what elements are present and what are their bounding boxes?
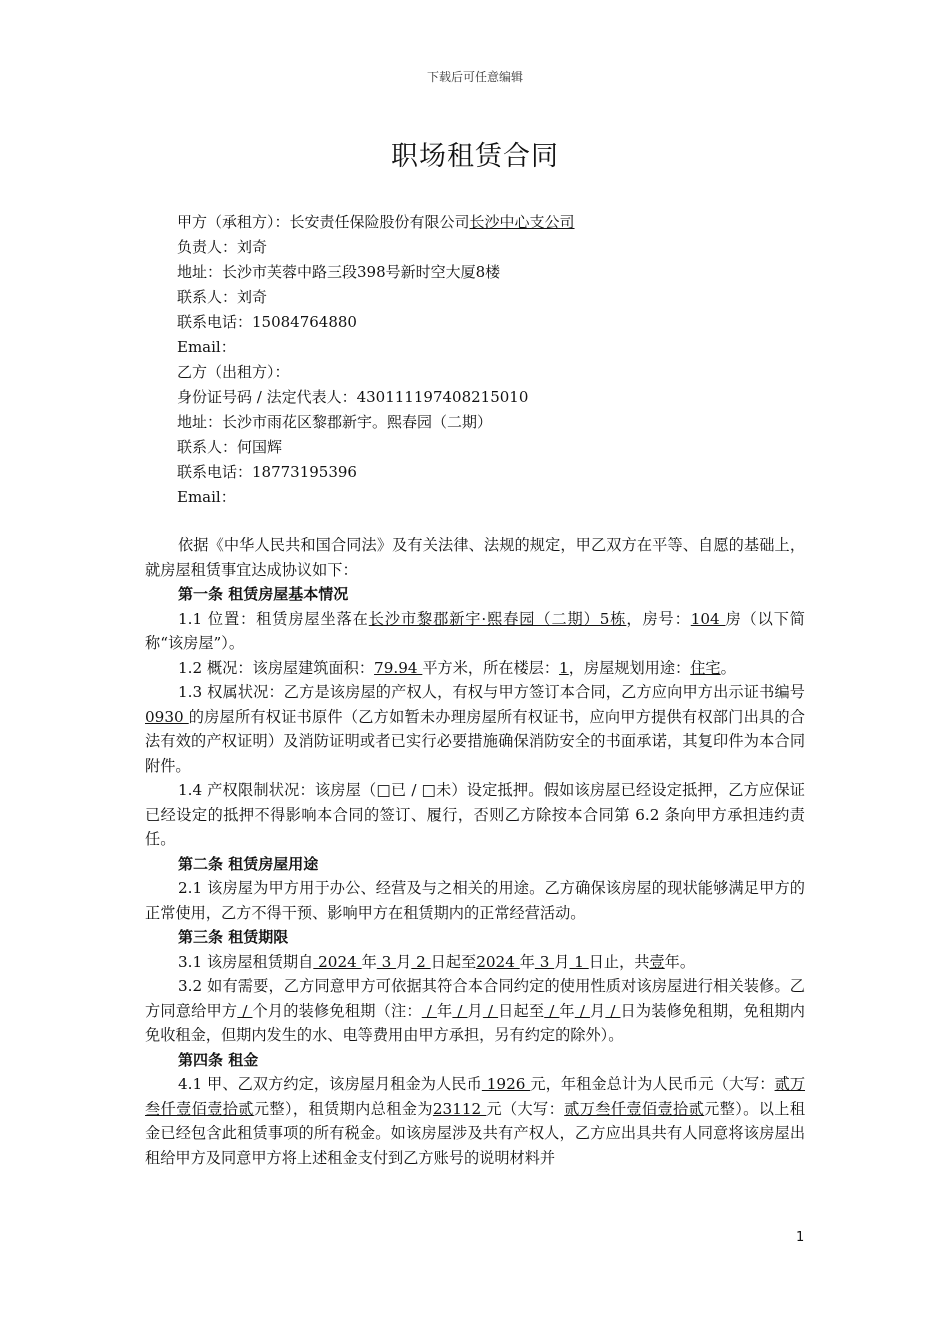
blank-field: / <box>544 1001 560 1020</box>
clause-text: 月 <box>589 1001 606 1020</box>
party-a-address: 地址：长沙市芙蓉中路三段398号新时空大厦8楼 <box>177 263 501 281</box>
party-b-id: 身份证号码 / 法定代表人：430111197408215010 <box>177 388 529 406</box>
clause-text: 平方米，所在楼层： <box>422 658 560 677</box>
clause-text: 元，年租金总计为人民币元（大写： <box>530 1075 775 1093</box>
clause-text: 。 <box>720 658 736 677</box>
party-a-email: Email： <box>177 338 236 356</box>
party-b-address: 地址：长沙市雨花区黎郡新宇。熙春园（二期） <box>177 413 493 431</box>
clause-text: ，房号： <box>626 609 691 628</box>
floor-level: 1 <box>559 658 569 677</box>
clause-text: 3.1 该房屋租赁期自 <box>178 952 314 971</box>
start-year: 2024 <box>313 952 362 971</box>
party-a-phone: 联系电话：15084764880 <box>177 313 357 331</box>
clause-text: 年 <box>436 1001 453 1020</box>
clause-4-1 <box>145 1072 805 1170</box>
lease-term: 壹 <box>649 952 665 971</box>
party-b-phone: 联系电话：18773195396 <box>177 463 357 481</box>
clause-text: 个月的装修免租期（注： <box>252 1001 422 1020</box>
article-3-heading: 第三条 租赁期限 <box>178 928 289 946</box>
certificate-number: 0930 <box>145 707 189 726</box>
clause-text: 年 <box>519 952 535 971</box>
clause-text: 3.2 如有需要，乙方同意甲方可依据其符合本合同约定的使用性质对该房屋进行相关装修。乙方同意给甲方 <box>145 977 805 1020</box>
clause-text: 元（大写： <box>486 1099 565 1118</box>
clause-1-4: 1.4 产权限制状况：该房屋（□已 / □未）设定抵押。假如该房屋已经设定抵押，乙方应保证已经设定的抵押不得影响本合同的签订、履行，否则乙方除按本合同第 6.2 条向甲方承担违约责任。 <box>145 781 805 848</box>
clause-text: 月 <box>396 952 412 971</box>
clause-text: 1.2 概况：该房屋建筑面积： <box>178 658 375 677</box>
article-2-heading: 第二条 租赁房屋用途 <box>178 854 319 873</box>
monthly-rent: 1926 <box>481 1075 531 1093</box>
clause-text: 4.1 甲、乙双方约定，该房屋月租金为人民币 <box>178 1075 482 1093</box>
blank-field: / <box>421 1001 437 1020</box>
party-a-principal: 负责人：刘奇 <box>177 238 268 256</box>
floor-area: 79.94 <box>374 658 423 677</box>
clause-text: 日为装修免租期，免租期内免收租金，但期内发生的水、电等费用由甲方承担，另有约定的除外）。 <box>145 1001 805 1044</box>
party-a-contact: 联系人：刘奇 <box>177 288 268 306</box>
property-location: 长沙市黎郡新宇·熙春园（二期）5栋 <box>368 609 627 628</box>
party-a-line <box>177 210 817 235</box>
clause-3-2 <box>145 974 805 1048</box>
clause-text: 1.1 位置：租赁房屋坐落在 <box>178 609 369 628</box>
clause-text: 的房屋所有权证书原件（乙方如暂未办理房屋所有权证书，应向甲方提供有权部门出具的合法有效的产权证明）及消防证明或者已实行必要措施确保消防安全的书面承诺，其复印件为本合同附件。 <box>145 707 806 775</box>
clause-text: 年。 <box>664 952 696 971</box>
clause-3-1 <box>145 950 805 975</box>
end-day: 1 <box>569 952 589 971</box>
blank-field: / <box>605 1001 621 1020</box>
intro-paragraph: 依据《中华人民共和国合同法》及有关法律、法规的规定，甲乙双方在平等、自愿的基础上，就房屋租赁事宜达成协议如下： <box>145 536 805 579</box>
party-a-name: 甲方（承租方）：长安责任保险股份有限公司 <box>177 213 470 231</box>
clause-text: 年 <box>361 952 377 971</box>
clause-2-1: 2.1 该房屋为甲方用于办公、经营及与之相关的用途。乙方确保该房屋的现状能够满足甲方的正常使用，乙方不得干预、影响甲方在租赁期内的正常经营活动。 <box>145 879 805 922</box>
party-b-email: Email： <box>177 488 236 506</box>
party-b-contact: 联系人：何国辉 <box>177 438 283 456</box>
contract-body <box>145 533 805 1170</box>
start-day: 2 <box>411 952 431 971</box>
blank-field: / <box>482 1001 499 1020</box>
planned-use: 住宅 <box>690 658 721 677</box>
free-months: / <box>237 1001 253 1020</box>
annual-rent-words: 贰万叁仟壹佰壹拾贰 <box>145 1075 806 1118</box>
article-4-heading: 第四条 租金 <box>178 1050 259 1069</box>
party-a-branch: 长沙中心支公司 <box>469 213 575 231</box>
total-rent-words: 贰万叁仟壹佰壹拾贰 <box>564 1099 705 1118</box>
clause-text: 日起至 <box>430 952 477 971</box>
total-rent: 23112 <box>432 1099 487 1118</box>
clause-text: 1.3 权属状况：乙方是该房屋的产权人，有权与甲方签订本合同，乙方应向甲方出示证书编号 <box>178 683 805 701</box>
article-1-heading: 第一条 租赁房屋基本情况 <box>178 585 349 603</box>
clause-text: 月 <box>554 952 570 971</box>
end-year: 2024 <box>476 952 520 971</box>
blank-field: / <box>452 1001 468 1020</box>
clause-text: 房（以下简称“该房屋”）。 <box>145 609 805 652</box>
blank-field: / <box>574 1001 590 1020</box>
start-month: 3 <box>376 952 397 971</box>
clause-text: 元整）。以上租金已经包含此租赁事项的所有税金。如该房屋涉及共有产权人，乙方应出具共有人同意将该房屋出租给甲方及同意甲方将上述租金支付到乙方账号的说明材料并 <box>145 1099 806 1167</box>
party-b-name: 乙方（出租方）： <box>177 363 290 381</box>
clause-1-3 <box>145 680 805 778</box>
clause-text: 日起至 <box>498 1001 545 1020</box>
clause-text: 月 <box>467 1001 483 1020</box>
clause-text: ，房屋规划用途： <box>568 658 691 677</box>
clause-text: 年 <box>559 1001 575 1020</box>
header-note: 下载后可任意编辑 <box>426 70 523 84</box>
clause-1-2 <box>145 656 805 681</box>
parties-block <box>177 210 817 510</box>
document-title: 职场租赁合同 <box>391 141 559 172</box>
clause-1-1 <box>145 607 805 656</box>
clause-text: 日止，共 <box>588 952 650 971</box>
room-number: 104 <box>690 609 726 628</box>
clause-text: 元整），租赁期内总租金为 <box>253 1099 433 1118</box>
end-month: 3 <box>534 952 555 971</box>
page-number: 1 <box>796 1230 805 1245</box>
